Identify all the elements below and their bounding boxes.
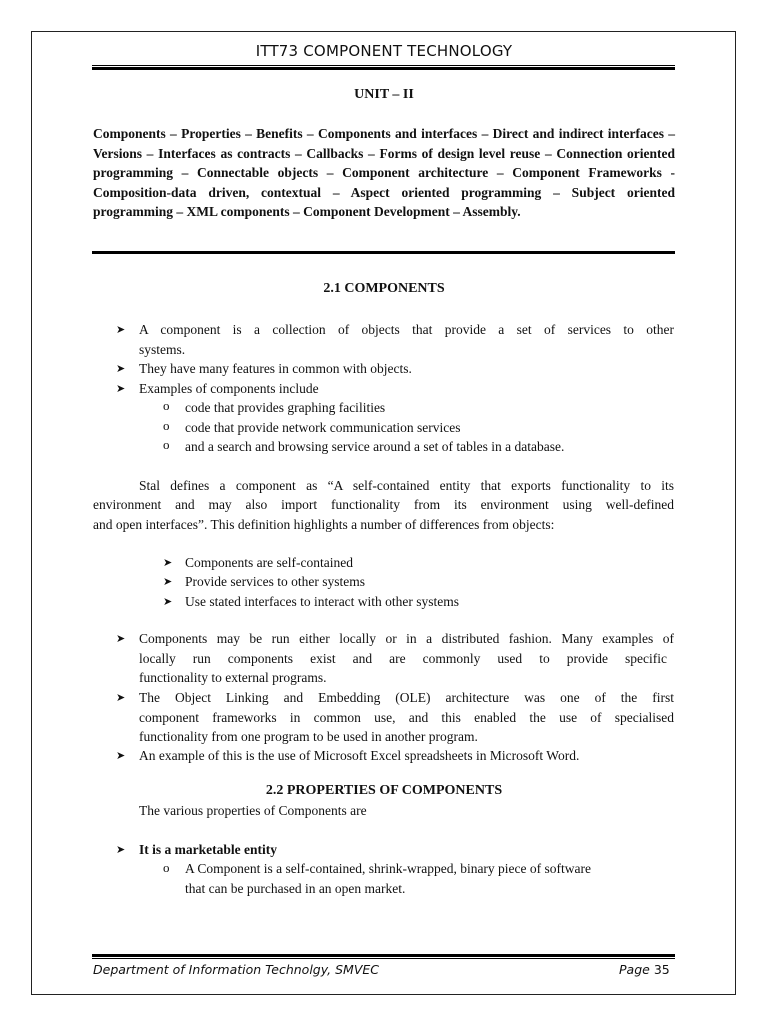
bullet-text-cont: locally run components exist and are commonly used to provide specific xyxy=(139,651,667,666)
property-title: It is a marketable entity xyxy=(139,842,277,857)
bullet-text: Components are self-contained xyxy=(185,555,353,570)
arrow-bullet-icon: ➤ xyxy=(163,595,173,608)
unit-title: UNIT – II xyxy=(354,87,414,102)
section-heading-properties: 2.2 PROPERTIES OF COMPONENTS xyxy=(265,783,503,798)
footer-department: Department of Information Technolgy, SMVEC xyxy=(93,962,380,977)
circle-bullet-icon: o xyxy=(163,860,170,875)
arrow-bullet-icon: ➤ xyxy=(116,323,126,336)
paragraph-line: and open interfaces”. This definition highlights a number of differences from objects: xyxy=(93,517,555,532)
sub-bullet-text: A Component is a self-contained, shrink-wrapped, binary piece of software xyxy=(185,861,592,876)
footer-page-label: Page xyxy=(619,962,650,977)
circle-bullet-icon: o xyxy=(163,437,170,452)
arrow-bullet-icon: ➤ xyxy=(116,749,126,762)
header-rule-thick xyxy=(92,67,675,70)
sub-bullet-text: code that provide network communication services xyxy=(185,420,461,435)
paragraph-line: Stal defines a component as “A self-contained entity that exports functionality to its xyxy=(139,478,674,493)
bullet-text: They have many features in common with objects. xyxy=(139,361,412,376)
arrow-bullet-icon: ➤ xyxy=(116,632,126,645)
bullet-text-cont: systems. xyxy=(139,342,186,357)
footer-rule-thick xyxy=(92,954,675,957)
bullet-text-cont: functionality from one program to be used in another program. xyxy=(139,729,478,744)
arrow-bullet-icon: ➤ xyxy=(116,691,126,704)
bullet-text: Examples of components include xyxy=(139,381,319,396)
sub-bullet-text-cont: that can be purchased in an open market. xyxy=(185,881,406,896)
footer-rule-thin xyxy=(92,958,675,959)
paragraph-line: environment and may also import functionality from its environment using well-defined xyxy=(93,497,674,512)
arrow-bullet-icon: ➤ xyxy=(163,575,173,588)
bullet-text: An example of this is the use of Microsoft Excel spreadsheets in Microsoft Word. xyxy=(139,748,580,763)
header-title: ITT73 COMPONENT TECHNOLOGY xyxy=(255,42,513,60)
bullet-text: Components may be run either locally or in a distributed fashion. Many examples of xyxy=(139,631,674,646)
sub-bullet-text: and a search and browsing service around a set of tables in a database. xyxy=(185,439,565,454)
circle-bullet-icon: o xyxy=(163,418,170,433)
bullet-text: Provide services to other systems xyxy=(185,574,365,589)
topics-rule xyxy=(92,251,675,254)
bullet-text-cont: component frameworks in common use, and this enabled the use of specialised xyxy=(139,710,674,725)
section-intro: The various properties of Components are xyxy=(139,803,367,818)
bullet-text: A component is a collection of objects that provide a set of services to other xyxy=(139,322,674,337)
unit-topics: Components – Properties – Benefits – Components and interfaces – Direct and indirect interfaces – Versions – Interfaces as contracts – Callbacks – Forms of design level reuse – Connection oriented programming – Connectable objects – Component architecture – Component Frameworks - Composition-data driven, contextual – Aspect oriented programming – Subject oriented programming – XML components – Component Development – Assembly. xyxy=(93,126,675,219)
arrow-bullet-icon: ➤ xyxy=(116,382,126,395)
arrow-bullet-icon: ➤ xyxy=(163,556,173,569)
bullet-text: The Object Linking and Embedding (OLE) architecture was one of the first xyxy=(139,690,674,705)
bullet-text-cont: functionality to external programs. xyxy=(139,670,327,685)
sub-bullet-text: code that provides graphing facilities xyxy=(185,400,386,415)
footer-page-number: 35 xyxy=(653,962,670,977)
arrow-bullet-icon: ➤ xyxy=(116,362,126,375)
section-heading-components: 2.1 COMPONENTS xyxy=(323,281,445,296)
footer-page xyxy=(619,962,670,977)
header-rule-thin xyxy=(92,65,675,66)
bullet-text: Use stated interfaces to interact with other systems xyxy=(185,594,460,609)
arrow-bullet-icon: ➤ xyxy=(116,843,126,856)
circle-bullet-icon: o xyxy=(163,398,170,413)
